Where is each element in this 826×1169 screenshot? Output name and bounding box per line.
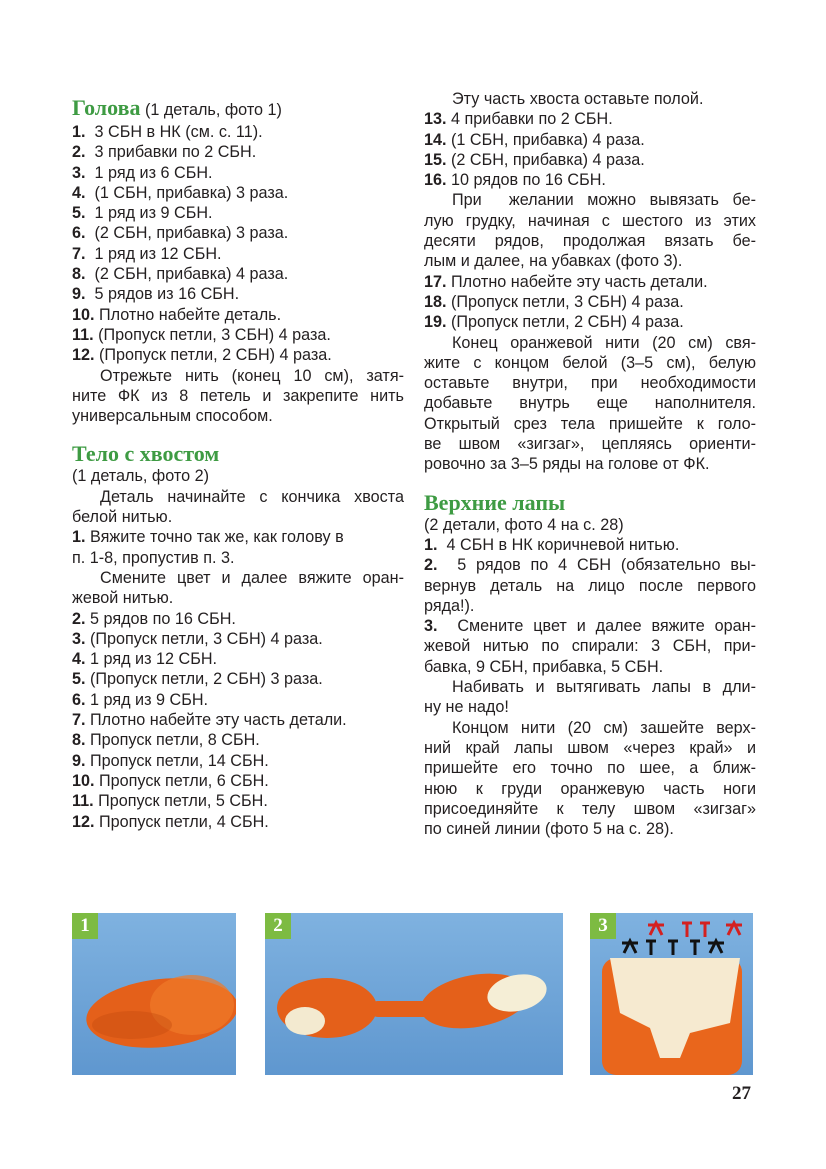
text-line	[424, 576, 756, 596]
line-text: (1 СБН, прибавка) 3 раза.	[85, 183, 289, 202]
step-number: 7.	[72, 711, 86, 730]
line-text: При желании можно вывязать бе-	[452, 191, 756, 210]
instruction-step	[72, 345, 404, 365]
step-number: 11.	[72, 325, 94, 344]
line-text: ряда!).	[424, 596, 475, 615]
photo-3-white-chest	[590, 913, 753, 1075]
instruction-step	[424, 292, 756, 312]
instruction-step	[424, 170, 756, 190]
instruction-step	[72, 142, 404, 162]
line-text: жевой нитью по спирали: 3 СБН, при-	[424, 637, 756, 656]
line-text: п. 1-8, пропустив п. 3.	[72, 548, 235, 567]
text-line	[424, 454, 756, 474]
line-text: Пропуск петли, 5 СБН.	[93, 792, 268, 811]
line-text: (Пропуск петли, 2 СБН) 4 раза.	[94, 346, 332, 365]
step-number: 1.	[72, 528, 86, 547]
text-line	[424, 758, 756, 778]
line-text: вернув деталь на лицо после первого	[424, 576, 756, 595]
line-text: ровочно за 3–5 ряды на голове от ФК.	[424, 455, 710, 474]
line-text: 5 рядов по 16 СБН.	[85, 609, 236, 628]
step-number: 2.	[424, 556, 438, 575]
step-number: 1.	[72, 123, 86, 141]
line-text: Плотно набейте эту часть детали.	[446, 272, 708, 291]
line-text: жевой нитью.	[72, 589, 174, 608]
instruction-step	[72, 183, 404, 203]
instruction-step	[72, 751, 404, 771]
text-line	[424, 636, 756, 656]
line-text: ните ФК из 8 петель и закрепите нить	[72, 386, 404, 405]
instruction-step	[72, 710, 404, 730]
line-text: (1 СБН, прибавка) 4 раза.	[446, 130, 645, 149]
instruction-step	[72, 730, 404, 750]
photo-1-head	[72, 913, 236, 1075]
line-text: ний край лапы швом «через край» и	[424, 738, 756, 757]
step-number: 2.	[72, 609, 86, 628]
line-text: Плотно набейте эту часть детали.	[85, 711, 347, 730]
line-text: 5 рядов из 16 СБН.	[85, 285, 240, 304]
line-text: (Пропуск петли, 2 СБН) 4 раза.	[446, 313, 684, 332]
line-text: Пропуск петли, 14 СБН.	[85, 751, 269, 770]
line-text: (Пропуск петли, 3 СБН) 4 раза.	[93, 325, 331, 344]
step-number: 17.	[424, 272, 447, 291]
text-line	[72, 507, 404, 527]
line-text: бавка, 9 СБН, прибавка, 5 СБН.	[424, 657, 664, 676]
line-text: Плотно набейте деталь.	[94, 305, 282, 324]
step-number: 2.	[72, 143, 86, 162]
step-number: 8.	[72, 265, 86, 284]
section-gap	[72, 426, 404, 442]
instruction-step	[72, 649, 404, 669]
line-text: ну не надо!	[424, 698, 509, 717]
instruction-step	[72, 791, 404, 811]
step-number: 8.	[72, 731, 86, 750]
step-number: 3.	[72, 163, 86, 182]
text-line	[424, 657, 756, 677]
text-line	[72, 406, 404, 426]
text-line	[424, 434, 756, 454]
instruction-step	[72, 163, 404, 183]
line-text: присоединяйте к телу швом «зигзаг»	[424, 799, 756, 818]
step-number: 4.	[72, 650, 86, 669]
line-text: 10 рядов по 16 СБН.	[446, 171, 606, 190]
step-number: 10.	[72, 305, 95, 324]
instruction-step	[72, 305, 404, 325]
line-text: 3 СБН в НК (см. с. 11).	[85, 123, 263, 141]
step-number: 6.	[72, 224, 86, 243]
line-text: 5 рядов по 4 СБН (обязательно вы-	[437, 556, 756, 575]
photo-badge: 2	[265, 913, 291, 939]
text-line	[424, 515, 756, 535]
line-text: универсальным способом.	[72, 407, 273, 426]
crochet-body-tail-image	[265, 913, 563, 1075]
line-text: Вяжите точно так же, как голову в	[85, 528, 344, 547]
instruction-step	[72, 669, 404, 689]
text-line	[424, 211, 756, 231]
section-heading	[424, 491, 756, 515]
photo-badge: 1	[72, 913, 98, 939]
line-text: (Пропуск петли, 2 СБН) 3 раза.	[85, 670, 323, 689]
text-line	[424, 779, 756, 799]
step-number: 12.	[72, 346, 95, 365]
step-number: 19.	[424, 313, 447, 332]
step-number: 18.	[424, 292, 447, 311]
line-text: пришейте его точно по шее, а ближ-	[424, 759, 756, 778]
step-number: 14.	[424, 130, 447, 149]
line-text: десяти рядов, продолжая вязать бе-	[424, 232, 756, 251]
line-text: по синей линии (фото 5 на с. 28).	[424, 820, 674, 839]
text-line	[424, 251, 756, 271]
step-number: 11.	[72, 792, 94, 811]
line-text: добавьте внутрь еще наполнителя.	[424, 394, 756, 413]
decrease-symbols-red	[648, 923, 742, 937]
stitch-symbols-black	[622, 941, 724, 955]
text-line	[424, 596, 756, 616]
instruction-step	[424, 272, 756, 292]
step-number: 3.	[424, 617, 438, 636]
line-text: 3 прибавки по 2 СБН.	[85, 143, 257, 162]
text-line	[424, 738, 756, 758]
instruction-step	[72, 284, 404, 304]
line-text: Пропуск петли, 4 СБН.	[94, 812, 269, 831]
line-text: 4 прибавки по 2 СБН.	[446, 110, 613, 129]
line-text: (2 СБН, прибавка) 4 раза.	[85, 265, 289, 284]
text-line	[72, 466, 404, 486]
line-text: (Пропуск петли, 3 СБН) 4 раза.	[85, 629, 323, 648]
line-text: Смените цвет и далее вяжите оран-	[100, 568, 404, 587]
step-number: 5.	[72, 670, 86, 689]
page-number: 27	[732, 1083, 751, 1104]
instruction-step	[72, 122, 404, 142]
line-text: жите с концом белой (3–5 см), белую	[424, 353, 756, 372]
line-text: Конец оранжевой нити (20 см) свя-	[452, 333, 756, 352]
step-number: 10.	[72, 771, 95, 790]
step-number: 7.	[72, 244, 86, 263]
line-text: Набивать и вытягивать лапы в дли-	[452, 678, 756, 697]
step-number: 13.	[424, 110, 447, 129]
text-line	[424, 799, 756, 819]
instruction-step	[72, 223, 404, 243]
right-column	[424, 89, 756, 839]
text-line	[424, 373, 756, 393]
line-text: (2 СБН, прибавка) 4 раза.	[446, 150, 645, 169]
line-text: (Пропуск петли, 3 СБН) 4 раза.	[446, 292, 684, 311]
line-text: Деталь начинайте с кончика хвоста	[100, 487, 404, 506]
text-line	[424, 414, 756, 434]
line-text: оставьте внутри, при необходимости	[424, 374, 756, 393]
left-column	[72, 96, 404, 832]
instruction-step	[72, 812, 404, 832]
line-text: нюю к груди оранжевую часть ноги	[424, 779, 756, 798]
step-number: 6.	[72, 690, 86, 709]
text-line	[72, 568, 404, 588]
line-text: (2 СБН, прибавка) 3 раза.	[85, 224, 289, 243]
heading-title: Тело с хвостом	[72, 441, 220, 467]
text-line	[424, 353, 756, 373]
instruction-step	[72, 629, 404, 649]
line-text: 1 ряд из 9 СБН.	[85, 690, 209, 709]
line-text: Пропуск петли, 6 СБН.	[94, 771, 269, 790]
instruction-step	[72, 690, 404, 710]
line-text: Эту часть хвоста оставьте полой.	[452, 90, 704, 108]
instruction-step	[72, 264, 404, 284]
text-line	[72, 588, 404, 608]
section-heading	[72, 96, 404, 122]
step-number: 3.	[72, 629, 86, 648]
text-line	[424, 393, 756, 413]
step-number: 4.	[72, 183, 86, 202]
text-line	[424, 190, 756, 210]
line-text: 1 ряд из 12 СБН.	[85, 650, 218, 669]
text-line	[424, 231, 756, 251]
step-number: 16.	[424, 171, 447, 190]
photo-badge: 3	[590, 913, 616, 939]
line-text: Смените цвет и далее вяжите оран-	[437, 617, 756, 636]
step-number: 9.	[72, 751, 86, 770]
step-number: 1.	[424, 535, 438, 554]
instruction-step	[72, 527, 404, 547]
instruction-step	[72, 203, 404, 223]
line-text: Открытый срез тела пришейте к голо-	[424, 414, 756, 433]
instruction-step	[72, 771, 404, 791]
section-heading	[72, 442, 404, 466]
step-number: 5.	[72, 204, 86, 223]
line-text: лую грудку, начиная с шестого из этих	[424, 211, 756, 230]
instruction-step	[72, 609, 404, 629]
instruction-step	[72, 244, 404, 264]
instruction-step	[424, 312, 756, 332]
step-number: 12.	[72, 812, 95, 831]
heading-title: Голова	[72, 95, 141, 120]
instruction-step	[424, 616, 756, 636]
line-text: (2 детали, фото 4 на с. 28)	[424, 515, 624, 534]
step-number: 15.	[424, 150, 447, 169]
line-text: белой нитью.	[72, 508, 173, 527]
instruction-step	[424, 150, 756, 170]
heading-title: Верхние лапы	[424, 489, 566, 515]
line-text: 1 ряд из 6 СБН.	[85, 163, 213, 182]
instruction-step	[424, 555, 756, 575]
section-gap	[424, 475, 756, 491]
instruction-step	[424, 109, 756, 129]
line-text: 1 ряд из 12 СБН.	[85, 244, 222, 263]
line-text: Отрежьте нить (конец 10 см), затя-	[100, 366, 404, 385]
text-line	[424, 677, 756, 697]
line-text: (1 деталь, фото 2)	[72, 467, 209, 486]
text-line	[424, 697, 756, 717]
step-number: 9.	[72, 285, 86, 304]
text-line	[424, 718, 756, 738]
heading-subtitle: (1 деталь, фото 1)	[140, 101, 282, 119]
text-line	[72, 366, 404, 386]
photo-2-body-tail	[265, 913, 563, 1075]
line-text: Пропуск петли, 8 СБН.	[85, 731, 260, 750]
text-line	[424, 333, 756, 353]
instruction-step	[424, 130, 756, 150]
text-line	[424, 89, 756, 109]
text-line	[424, 819, 756, 839]
line-text: 4 СБН в НК коричневой нитью.	[437, 535, 680, 554]
line-text: Концом нити (20 см) зашейте верх-	[452, 718, 756, 737]
instruction-step	[72, 325, 404, 345]
line-text: лым и далее, на убавках (фото 3).	[424, 252, 683, 271]
text-line	[72, 386, 404, 406]
line-text: 1 ряд из 9 СБН.	[85, 204, 213, 223]
text-line	[72, 487, 404, 507]
line-text: ве швом «зигзаг», цепляясь ориенти-	[424, 435, 756, 454]
instruction-step	[424, 535, 756, 555]
text-line	[72, 548, 404, 568]
